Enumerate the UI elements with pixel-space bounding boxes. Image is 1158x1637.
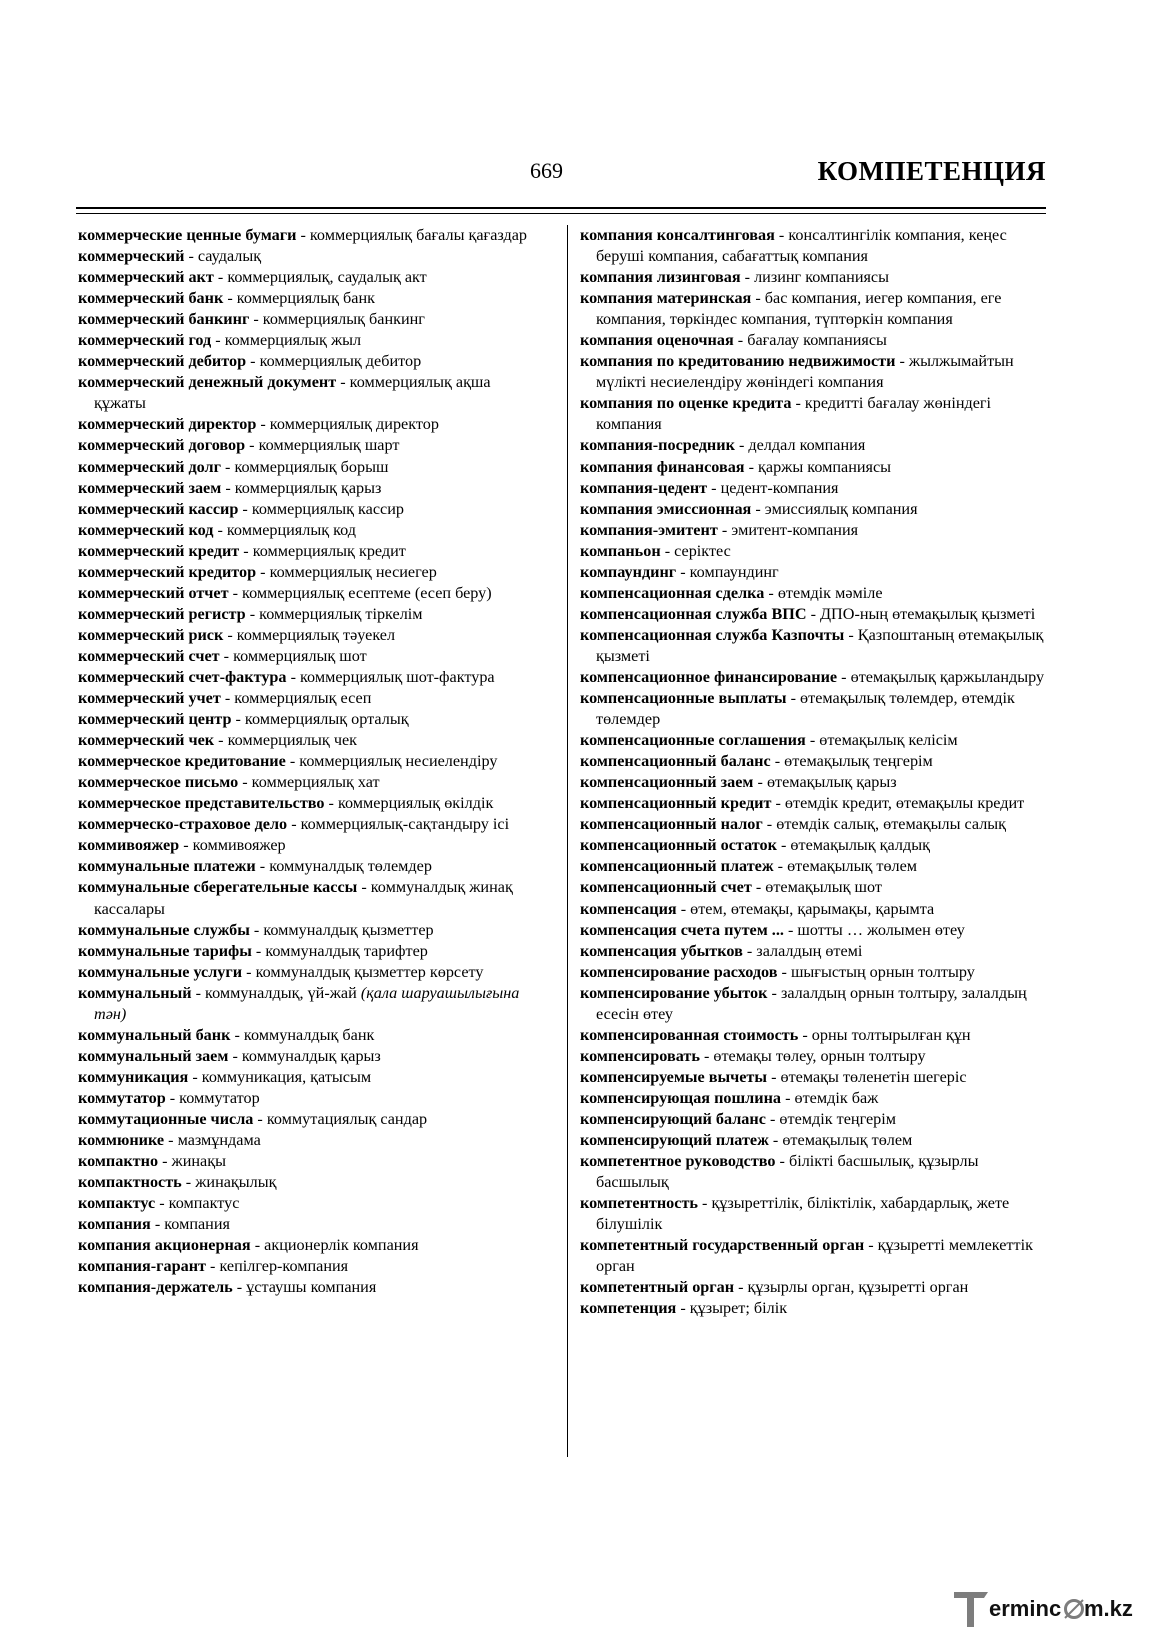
entry-term: коммунальные сберегательные кассы [78,878,358,897]
dictionary-entry [78,793,538,814]
dictionary-entry [580,667,1055,688]
dictionary-entry [580,604,1055,625]
dictionary-entry [78,1109,538,1130]
dictionary-entry [78,814,538,835]
entry-definition: - консалтингілік компания, кеңес беруші компания, сабағаттық компания [596,226,1007,266]
dictionary-entry [580,1277,1055,1298]
dictionary-entry [78,1151,538,1172]
dictionary-entry [580,435,1055,456]
entry-term: компенсирование убыток [580,983,768,1002]
entry-definition: - коммуналдық жинақ кассалары [94,878,513,918]
entry-term: коммерческое кредитование [78,752,286,771]
entry-definition: - коммерциялық чек [214,731,358,750]
dictionary-entry [580,625,1055,667]
entry-definition: - коммерциялық жыл [211,331,362,350]
entry-definition: - саудалық [184,247,262,266]
entry-definition: - компания [150,1215,230,1234]
dictionary-entry [580,793,1055,814]
entry-term: компания-посредник [580,436,735,455]
entry-definition: - құзыретті мемлекеттік орган [596,1236,1033,1276]
dictionary-entry [580,520,1055,541]
entry-definition: - коммерциялық тіркелім [245,604,423,623]
dictionary-entry [78,478,538,499]
entry-term: компенсирующая пошлина [580,1088,782,1107]
entry-term: коммунальный банк [78,1025,231,1044]
entry-term: коммерческий кредитор [78,562,257,581]
entry-definition: - мазмұндама [164,1131,261,1150]
logo-text-m-kz: m.kz [1084,1596,1133,1621]
dictionary-entry [580,541,1055,562]
dictionary-entry [78,646,538,667]
dictionary-entry [580,941,1055,962]
entry-term: коммерческий заем [78,478,222,497]
entry-term: коммерческий счет [78,646,220,665]
entry-term: компетентный государственный орган [580,1236,865,1255]
entry-definition: - кредитті бағалау жөніндегі компания [596,394,992,434]
entry-definition: - құзырлы орган, құзыретті орган [734,1278,969,1297]
entry-term: коммерческий банк [78,289,224,308]
entry-term: компания-эмитент [580,520,718,539]
entry-definition: - коммуналдық төлемдер [255,857,432,876]
entry-definition: - коммерциялық банк [223,289,375,308]
dictionary-entry [580,688,1055,730]
logo-text-c: c [1049,1596,1062,1621]
dictionary-entry [78,583,538,604]
dictionary-entry [580,1025,1055,1046]
logo-text-ermin: ermin [989,1596,1049,1621]
logo-t-shape [954,1592,988,1627]
entry-definition: - коммутатор [165,1088,260,1107]
entry-term: компетенция [580,1299,677,1318]
dictionary-entry [580,330,1055,351]
entry-definition: - коммерциялық өкілдік [324,794,494,813]
entry-term: компетентность [580,1194,698,1213]
dictionary-entry [78,1046,538,1067]
dictionary-entry [78,372,538,414]
entry-definition: - өтемдік мәміле [764,583,883,602]
entry-term: коммерческий дебитор [78,352,247,371]
dictionary-entry [78,772,538,793]
dictionary-entry [78,562,538,583]
entry-term: компенсационные соглашения [580,731,806,750]
entry-term: компания консалтинговая [580,226,775,244]
entry-definition: - коммуналдық қарыз [228,1046,381,1065]
entry-definition: - коммивояжер [179,836,286,855]
dictionary-entry [78,1025,538,1046]
dictionary-entry [78,688,538,709]
dictionary-entry [78,835,538,856]
page-number: 669 [530,158,563,183]
dictionary-entry [580,1151,1055,1193]
entry-definition: - коммуналдық қызметтер көрсету [242,962,484,981]
entry-definition: - коммерциялық шот [219,646,367,665]
entry-definition: - қаржы компаниясы [744,457,892,476]
entry-definition: - ДПО-ның өтемақылық қызметі [806,604,1036,623]
dictionary-entry [78,730,538,751]
dictionary-entry [580,814,1055,835]
entry-definition: - коммерциялық код [213,520,357,539]
entry-term: коммерческий счет-фактура [78,667,287,686]
dictionary-entry [580,1235,1055,1277]
entry-definition: - коммуналдық банк [230,1025,375,1044]
termincom-logo [948,1583,1148,1633]
entry-term: коммерческое письмо [78,773,239,792]
entry-definition: - компактус [155,1194,240,1213]
dictionary-entry [78,541,538,562]
entry-term: компактность [78,1173,182,1192]
dictionary-entry [580,1298,1055,1319]
entry-definition: - делдал компания [734,436,866,455]
entry-term: коммюнике [78,1131,165,1150]
entry-definition: - өтемдік салық, өтемақылы салық [762,815,1007,834]
dictionary-entry [78,499,538,520]
dictionary-entry [580,730,1055,751]
entry-term: коммерческий отчет [78,583,229,602]
dictionary-entry [78,1235,538,1256]
dictionary-entry [580,751,1055,772]
dictionary-entry [580,393,1055,435]
dictionary-entry [78,520,538,541]
entry-definition: - өтемақылық төлемдер, өтемдік төлемдер [596,689,1015,729]
dictionary-entry [78,667,538,688]
entry-definition: - коммуналдық қызметтер [249,920,434,939]
entry-term: компенсационное финансирование [580,667,838,686]
dictionary-entry [580,1193,1055,1235]
dictionary-entry [78,709,538,730]
entry-term: коммерческое представительство [78,794,325,813]
dictionary-entry [78,856,538,877]
entry-definition: - өтемақылық келісім [805,731,958,750]
entry-term: компания [78,1215,151,1234]
entry-term: компания эмиссионная [580,499,752,518]
entry-definition: - коммерциялық орталық [231,710,409,729]
entry-term: компаньон [580,541,661,560]
entry-term: коммивояжер [78,836,180,855]
entry-term: компенсация [580,899,677,918]
entry-definition: - коммерциялық-сақтандыру ісі [287,815,510,834]
dictionary-entry [580,877,1055,898]
dictionary-entry [78,1067,538,1088]
entry-term: коммунальные платежи [78,857,256,876]
entry-definition: - өтемдік кредит, өтемақылы кредит [771,794,1025,813]
entry-definition: - залалдың өтемі [742,941,863,960]
dictionary-entry [580,562,1055,583]
entry-definition: - коммерциялық шарт [245,436,400,455]
running-head: КОМПЕТЕНЦИЯ [817,156,1046,186]
dictionary-entry [78,1256,538,1277]
dictionary-entry [78,435,538,456]
dictionary-entry [580,983,1055,1025]
entry-definition: - өтемақылық теңгерім [770,752,933,771]
entry-term: коммерческо-страховое дело [78,815,288,834]
entry-term: компенсирующий баланс [580,1109,766,1128]
entry-term: компания-держатель [78,1278,233,1297]
dictionary-entry [580,288,1055,330]
entry-definition: - өтем, өтемақы, қарымақы, қарымта [676,899,935,918]
entry-definition: - коммутациялық сандар [253,1109,428,1128]
dictionary-entry [580,835,1055,856]
entry-definition: - орны толтырылған құн [798,1025,971,1044]
entry-term: компания-гарант [78,1257,206,1276]
dictionary-entry [78,920,538,941]
dictionary-entry [78,267,538,288]
entry-definition: - өтемақылық қалдық [776,836,930,855]
dictionary-entry [78,1088,538,1109]
entry-definition: - жинақылық [181,1173,277,1192]
entry-definition: - шотты … жолымен өтеу [783,920,965,939]
entry-definition: - коммуналдық, үй-жай [191,983,361,1002]
entry-term: компенсационная служба ВПС [580,604,807,623]
entry-definition: - өтемдік баж [781,1088,879,1107]
dictionary-entry [78,309,538,330]
dictionary-entry [78,288,538,309]
left-column [78,225,538,1298]
dictionary-entry [78,625,538,646]
entry-term: компетентное руководство [580,1152,776,1171]
entry-definition: - коммуналдық тарифтер [251,941,428,960]
dictionary-entry [78,246,538,267]
entry-definition: - коммерциялық кассир [238,499,404,518]
dictionary-entry [580,267,1055,288]
dictionary-entry [580,856,1055,877]
entry-term: коммерческий год [78,331,212,350]
entry-term: компенсируемые вычеты [580,1067,768,1086]
entry-definition: - коммерциялық ақша құжаты [94,373,491,413]
entry-term: компенсационный баланс [580,752,771,771]
header-rule-thick [76,207,1046,209]
header-rule-thin [76,213,1046,214]
entry-term: коммерческий директор [78,415,257,434]
dictionary-entry [580,962,1055,983]
entry-definition: - коммерциялық несиелендіру [285,752,498,771]
entry-term: компенсационные выплаты [580,689,787,708]
entry-term: коммерческий учет [78,689,221,708]
entry-term: компенсационный платеж [580,857,774,876]
dictionary-entry [580,1088,1055,1109]
entry-term: компания-цедент [580,478,708,497]
entry-term: компания акционерная [78,1236,251,1255]
entry-definition: - коммерциялық дебитор [246,352,422,371]
entry-term: коммутационные числа [78,1109,254,1128]
entry-term: коммерческий кредит [78,541,240,560]
entry-definition: - акционерлік компания [250,1236,419,1255]
entry-definition: - залалдың орнын толтыру, залалдың есесін өтеу [596,983,1027,1023]
entry-definition: - ұстаушы компания [232,1278,377,1297]
entry-definition: - өтемақы төлеу, орнын толтыру [699,1046,926,1065]
dictionary-entry [78,330,538,351]
entry-term: коммерческий регистр [78,604,246,623]
dictionary-entry [580,457,1055,478]
entry-term: коммерческий чек [78,731,215,750]
entry-definition: - кепілгер-компания [205,1257,349,1276]
entry-term: коммунальный [78,983,192,1002]
entry-term: компания по кредитованию недвижимости [580,352,896,371]
entry-term: компаундинг [580,562,677,581]
entry-term: коммерческий кассир [78,499,239,518]
entry-definition: - серіктес [660,541,731,560]
dictionary-entry [78,877,538,919]
entry-definition: - өтемақылық қарыз [753,773,897,792]
entry-definition: - коммерциялық борыш [220,457,389,476]
entry-term: коммутатор [78,1088,166,1107]
dictionary-entry [580,478,1055,499]
entry-definition: - коммерциялық хат [238,773,380,792]
dictionary-entry [580,1067,1055,1088]
entry-note: (қала шаруашылығына тән) [94,983,520,1023]
dictionary-entry [580,351,1055,393]
entry-definition: - эмиссиялық компания [751,499,918,518]
entry-term: компенсационный остаток [580,836,777,855]
entry-term: коммерческий центр [78,710,232,729]
entry-term: коммерческий код [78,520,214,539]
entry-term: компания по оценке кредита [580,394,792,413]
entry-term: коммунальный заем [78,1046,229,1065]
entry-definition: - компаундинг [676,562,779,581]
entry-term: коммерческий риск [78,625,224,644]
dictionary-entry [580,920,1055,941]
entry-definition: - коммерциялық директор [256,415,439,434]
entry-definition: - өтемақылық төлем [773,857,918,876]
entry-term: компенсационный кредит [580,794,772,813]
entry-term: компактус [78,1194,156,1213]
dictionary-entry [78,751,538,772]
entry-definition: - өтемақылық төлем [768,1131,913,1150]
entry-term: компетентный орган [580,1278,735,1297]
dictionary-entry [78,1193,538,1214]
entry-definition: - өтемақылық шот [751,878,882,897]
entry-definition: - коммерциялық тәуекел [223,625,396,644]
dictionary-entry [78,457,538,478]
dictionary-entry [78,1172,538,1193]
entry-definition: - эмитент-компания [717,520,859,539]
entry-term: коммерческий акт [78,268,214,287]
dictionary-entry [78,983,538,1025]
entry-definition: - цедент-компания [707,478,839,497]
dictionary-entry [78,1130,538,1151]
right-column [580,225,1055,1319]
column-divider [567,225,568,1457]
dictionary-entry [580,583,1055,604]
entry-term: коммунальные тарифы [78,941,252,960]
entry-definition: - жинақы [158,1152,226,1171]
entry-term: компенсировать [580,1046,700,1065]
entry-definition: - коммерциялық есеп [220,689,372,708]
dictionary-entry [78,351,538,372]
entry-term: коммерческий долг [78,457,221,476]
entry-definition: - өтемақы төленетін шегеріс [767,1067,967,1086]
entry-term: коммунальные услуги [78,962,243,981]
dictionary-entry [78,1214,538,1235]
dictionary-entry [580,499,1055,520]
entry-definition: - коммерциялық есептеме (есеп беру) [228,583,492,602]
entry-term: коммерческий [78,247,185,266]
entry-term: коммерческий банкинг [78,310,250,329]
entry-term: компенсационный счет [580,878,752,897]
entry-definition: - коммерциялық банкинг [249,310,425,329]
entry-definition: - коммерциялық, саудалық акт [213,268,427,287]
entry-definition: - жылжымайтын мүлікті несиелендіру жөніндегі компания [596,352,1014,392]
dictionary-entry [78,962,538,983]
entry-term: компания лизинговая [580,268,741,287]
entry-term: компенсация счета путем ... [580,920,784,939]
dictionary-entry [78,604,538,625]
entry-definition: - бағалау компаниясы [733,331,887,350]
entry-term: компания материнская [580,289,752,308]
entry-term: компенсация убытков [580,941,743,960]
entry-term: компенсационный налог [580,815,763,834]
entry-term: компенсирующий платеж [580,1131,769,1150]
entry-term: компенсационный заем [580,773,754,792]
entry-definition: - бас компания, иегер компания, еге компания, төркіндес компания, түптөркін компания [596,289,1002,329]
dictionary-entry [78,941,538,962]
entry-definition: - коммерциялық шот-фактура [286,667,495,686]
entry-term: коммерческий денежный документ [78,373,337,392]
entry-term: компенсирование расходов [580,962,778,981]
dictionary-entry [78,1277,538,1298]
entry-definition: - коммерциялық несиегер [256,562,437,581]
entry-definition: - құзыреттілік, біліктілік, хабардарлық, жете білушілік [596,1194,1010,1234]
entry-definition: - құзырет; білік [676,1299,788,1318]
dictionary-entry [580,1130,1055,1151]
entry-term: компенсационная служба Казпочты [580,625,845,644]
dictionary-entry [580,1046,1055,1067]
entry-definition: - шығыстың орнын толтыру [777,962,975,981]
entry-term: компактно [78,1152,159,1171]
entry-definition: - білікті басшылық, құзырлы басшылық [596,1152,979,1192]
entry-definition: - Қазпоштаның өтемақылық қызметі [596,625,1044,665]
entry-definition: - өтемдік теңгерім [765,1109,897,1128]
entry-definition: - өтемақылық қаржыландыру [837,667,1045,686]
entry-term: компания оценочная [580,331,734,350]
entry-term: компенсационная сделка [580,583,765,602]
entry-definition: - коммерциялық кредит [239,541,406,560]
dictionary-entry [78,414,538,435]
dictionary-entry [580,772,1055,793]
dictionary-entry [580,1109,1055,1130]
entry-term: компенсированная стоимость [580,1025,799,1044]
dictionary-entry [580,225,1055,267]
entry-term: коммерческий договор [78,436,246,455]
entry-definition: - коммерциялық қарыз [221,478,382,497]
entry-term: коммуникация [78,1067,189,1086]
dictionary-entry [78,225,538,246]
entry-definition: - коммуникация, қатысым [188,1067,372,1086]
entry-term: коммерческие ценные бумаги [78,226,297,244]
dictionary-entry [580,899,1055,920]
entry-definition: - коммерциялық бағалы қағаздар [296,226,527,244]
entry-definition: - лизинг компаниясы [740,268,889,287]
entry-term: компания финансовая [580,457,745,476]
entry-term: коммунальные службы [78,920,250,939]
